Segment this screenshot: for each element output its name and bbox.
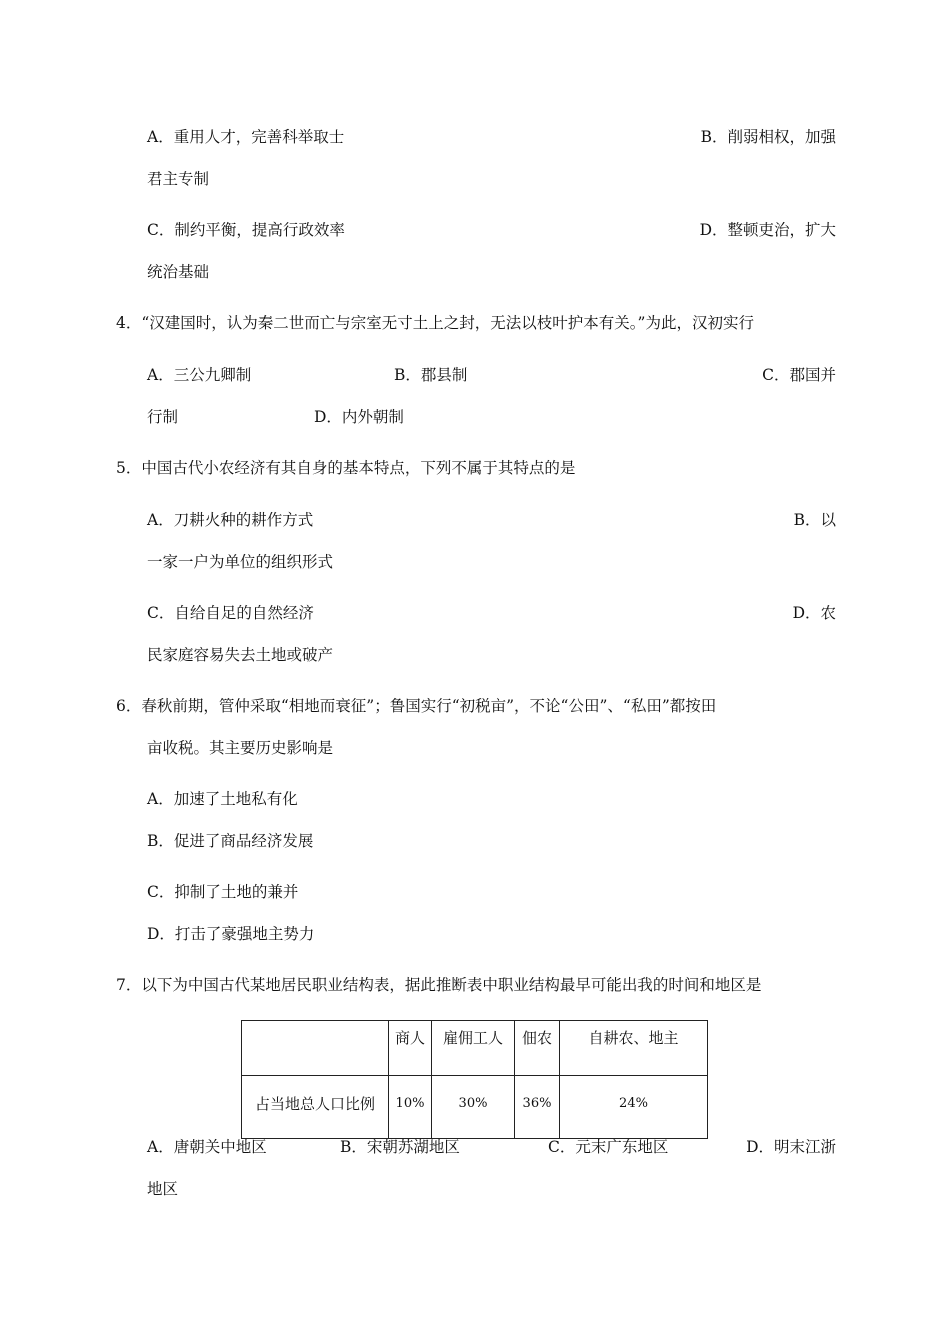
q6-stem-line1: 6．春秋前期，管仲采取“相地而衰征”；鲁国实行“初税亩”，不论“公田”、“私田”都按田 — [116, 697, 717, 715]
q5-option-c: C．自给自足的自然经济 — [147, 604, 314, 622]
q5-option-b-line2: 一家一户为单位的组织形式 — [147, 553, 334, 571]
q5-option-a: A．刀耕火种的耕作方式 — [147, 511, 314, 529]
q6-option-c: C．抑制了土地的兼并 — [147, 883, 299, 901]
table-cell-merchants: 10% — [389, 1076, 432, 1139]
table-header-row — [242, 1021, 708, 1076]
table-cell-landowners: 24% — [560, 1076, 708, 1139]
occupation-structure-table — [241, 1020, 708, 1139]
q3-option-b-line1: B．削弱相权，加强 — [700, 128, 836, 146]
q7-option-c: C．元末广东地区 — [548, 1138, 669, 1156]
q3-option-d-line1: D．整顿吏治，扩大 — [699, 221, 836, 239]
q4-option-b: B．郡县制 — [394, 366, 468, 384]
q6-option-d: D．打击了豪强地主势力 — [147, 925, 315, 943]
q7-option-d-line1: D．明末江浙 — [746, 1138, 836, 1156]
q5-option-d-line2: 民家庭容易失去土地或破产 — [147, 646, 334, 664]
q6-stem-line2: 亩收税。其主要历史影响是 — [147, 739, 334, 757]
q3-option-d-line2: 统治基础 — [147, 263, 210, 281]
q3-option-c: C．制约平衡，提高行政效率 — [147, 221, 345, 239]
table-row-label: 占当地总人口比例 — [242, 1076, 389, 1139]
table-header-merchants: 商人 — [389, 1021, 432, 1076]
table-header-tenant-farmers: 佃农 — [515, 1021, 560, 1076]
table-header-cell-empty — [242, 1021, 389, 1076]
q7-option-a: A．唐朝关中地区 — [147, 1138, 267, 1156]
q3-option-a: A．重用人才，完善科举取士 — [147, 128, 345, 146]
table-header-hired-workers: 雇佣工人 — [432, 1021, 515, 1076]
q4-option-c-line2: 行制 — [147, 408, 179, 426]
q6-option-a: A．加速了土地私有化 — [147, 790, 298, 808]
table-cell-tenant-farmers: 36% — [515, 1076, 560, 1139]
q4-option-a: A．三公九卿制 — [147, 366, 252, 384]
q5-stem: 5．中国古代小农经济有其自身的基本特点，下列不属于其特点的是 — [116, 459, 576, 477]
q7-option-d-line2: 地区 — [147, 1180, 179, 1198]
q6-option-b: B．促进了商品经济发展 — [147, 832, 314, 850]
q5-option-d-line1: D．农 — [792, 604, 836, 622]
table-cell-hired-workers: 30% — [432, 1076, 515, 1139]
q5-option-b-line1: B．以 — [793, 511, 836, 529]
q7-stem: 7．以下为中国古代某地居民职业结构表，据此推断表中职业结构最早可能出我的时间和地区是 — [116, 976, 762, 994]
table-row — [242, 1076, 708, 1139]
q4-stem: 4．“汉建国时，认为秦二世而亡与宗室无寸土上之封，无法以枝叶护本有关。”为此，汉初实行 — [116, 314, 754, 332]
q4-option-c-line1: C．郡国并 — [762, 366, 836, 384]
table-header-landowners: 自耕农、地主 — [560, 1021, 708, 1076]
q3-option-b-line2: 君主专制 — [147, 170, 210, 188]
q4-option-d: D．内外朝制 — [314, 408, 404, 426]
q7-option-b: B．宋朝苏湖地区 — [340, 1138, 460, 1156]
